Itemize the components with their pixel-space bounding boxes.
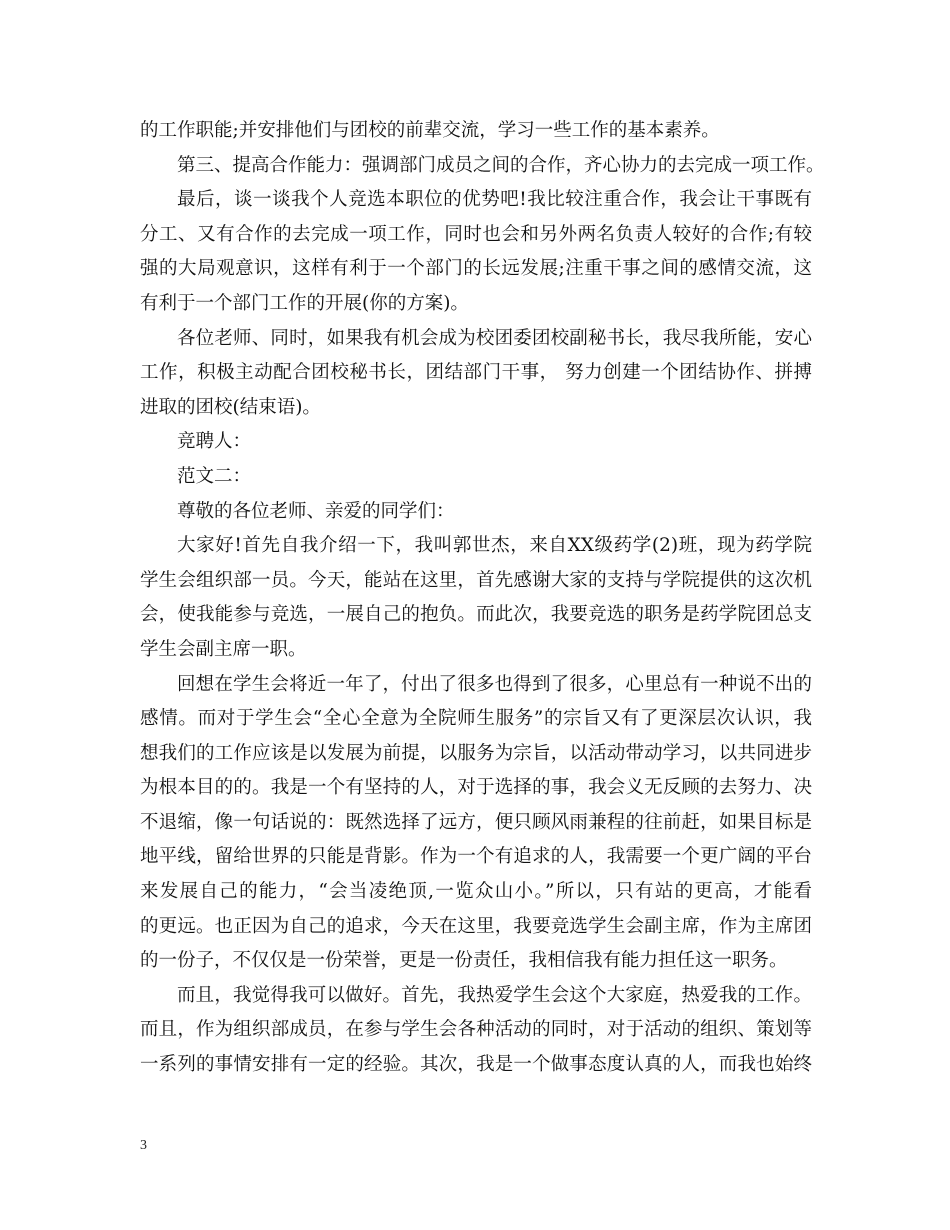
- text-line: 各位老师、同时，如果我有机会成为校团委团校副秘书长，我尽我所能，安心: [177, 327, 812, 349]
- text-line: 竞聘人：: [177, 431, 252, 453]
- text-line: 学生会副主席一职。: [140, 638, 307, 660]
- text-line: 范文二：: [177, 465, 252, 487]
- text-line: 最后，谈一谈我个人竞选本职位的优势吧!我比较注重合作，我会让干事既有: [177, 189, 812, 211]
- text-line: 而且，作为组织部成员，在参与学生会各种活动的同时，对于活动的组织、策划等: [140, 1019, 812, 1041]
- text-line: 地平线，留给世界的只能是背影。作为一个有追求的人，我需要一个更广阔的平台: [140, 846, 812, 868]
- text-line: 回想在学生会将近一年了，付出了很多也得到了很多，心里总有一种说不出的: [177, 673, 812, 695]
- text-line: 想我们的工作应该是以发展为前提，以服务为宗旨，以活动带动学习，以共同进步: [140, 742, 812, 764]
- text-line: 分工、又有合作的去完成一项工作，同时也会和另外两名负责人较好的合作;有较: [140, 223, 812, 245]
- text-line: 感情。而对于学生会“全心全意为全院师生服务”的宗旨又有了更深层次认识，我: [140, 708, 812, 730]
- document-body: [140, 114, 825, 1083]
- text-line: 有利于一个部门工作的开展(你的方案)。: [140, 292, 469, 314]
- text-line: 的工作职能;并安排他们与团校的前辈交流，学习一些工作的基本素养。: [140, 120, 720, 141]
- text-line: 强的大局观意识，这样有利于一个部门的长远发展;注重干事之间的感情交流，这: [140, 258, 812, 280]
- page-number: 3: [140, 1138, 147, 1153]
- text-line: 尊敬的各位老师、亲爱的同学们：: [177, 500, 455, 522]
- text-line: 为根本目的的。我是一个有坚持的人，对于选择的事，我会义无反顾的去努力、决: [140, 777, 812, 799]
- text-line: 的一份子，不仅仅是一份荣誉，更是一份责任，我相信我有能力担任这一职务。: [140, 950, 788, 972]
- text-line: 一系列的事情安排有一定的经验。其次，我是一个做事态度认真的人，而我也始终: [140, 1054, 812, 1076]
- text-line: 会，使我能参与竞选，一展自己的抱负。而此次，我要竞选的职务是药学院团总支: [140, 604, 812, 626]
- text-line: 不退缩，像一句话说的：既然选择了远方，便只顾风雨兼程的往前赶，如果目标是: [140, 811, 812, 833]
- text-line: 学生会组织部一员。今天，能站在这里，首先感谢大家的支持与学院提供的这次机: [140, 569, 812, 591]
- text-line: 进取的团校(结束语)。: [140, 396, 321, 418]
- text-line: 大家好!首先自我介绍一下，我叫郭世杰，来自XX级药学(2)班，现为药学院: [177, 535, 812, 557]
- text-line: 第三、提高合作能力：强调部门成员之间的合作，齐心协力的去完成一项工作。: [177, 154, 825, 176]
- text-line: 的更远。也正因为自己的追求，今天在这里，我要竞选学生会副主席，作为主席团: [140, 915, 812, 937]
- text-line: 工作，积极主动配合团校秘书长，团结部门干事， 努力创建一个团结协作、拼搏: [140, 362, 812, 384]
- text-line: 来发展自己的能力，“会当凌绝顶,一览众山小。”所以，只有站的更高，才能看: [140, 881, 812, 903]
- text-line: 而且，我觉得我可以做好。首先，我热爱学生会这个大家庭，热爱我的工作。: [177, 984, 812, 1006]
